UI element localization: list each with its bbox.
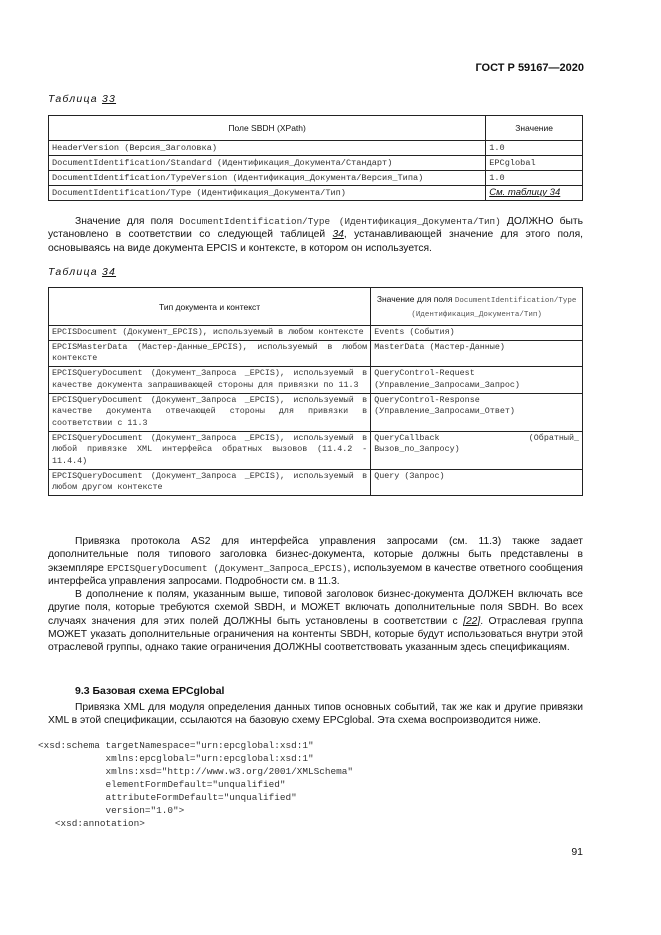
paragraph-text: Значение для поля [75, 216, 180, 227]
table-row [49, 171, 583, 186]
paragraph-text: . Отраслевая группа МОЖЕТ указать дополнительные ограничения на контенты SBDH, которые будут использоваться внутри этой отраслевой группы, однако такие ограничения ДОЛЖНЫ соответствовать указанным здесь спецификациям. [48, 615, 583, 654]
table-cell-value: Events (События) [371, 326, 583, 341]
page-number: 91 [571, 846, 583, 858]
paragraph-additional-fields [48, 588, 583, 654]
table-row [49, 156, 583, 171]
table-cell-context: EPCISQueryDocument (Документ_Запроса _EPCIS), используемый в качестве документа запрашивающей стороны для привязки по 11.3 [49, 367, 371, 393]
table-cell-value: QueryCallback (Обратный_ Вызов_по_Запросу) [371, 431, 583, 469]
table-caption-number: 34 [101, 266, 117, 278]
paragraph-text: В дополнение к полям, указанным выше, типовой заголовок бизнес-документа ДОЛЖЕН включать все другие поля, которые требуются схемой SBDH, и МОЖЕТ включать дополнительные поля SBDH. Во всех случаях значения для этих полей ДОЛЖНЫ быть установлены в соответствии с [48, 589, 583, 627]
table-cell-value: Query (Запрос) [371, 469, 583, 495]
paragraph-text: ДОЛЖНО быть установлено в соответствии со следующей таблицей [48, 216, 583, 241]
xml-code-block [38, 739, 353, 830]
section-heading: 9.3 Базовая схема EPCglobal [75, 685, 225, 697]
table-row [49, 340, 583, 366]
table-row [49, 367, 583, 393]
table-cell-field: HeaderVersion (Версия_Заголовка) [49, 141, 486, 156]
table-header-row [49, 116, 583, 141]
table-caption-number: 33 [101, 93, 117, 105]
table-cell-value: MasterData (Мастер-Данные) [371, 340, 583, 366]
column-header-type-value [371, 288, 583, 326]
code-line: attributeFormDefault="unqualified" [38, 792, 297, 803]
table-cell-context: EPCISQueryDocument (Документ_Запроса _EPCIS), используемый в любой привязке XML интерфейса обратных вызовов (11.4.2 - 11.4.4) [49, 431, 371, 469]
table-cell-context: EPCISMasterData (Мастер-Данные_EPCIS), используемый в любом контексте [49, 340, 371, 366]
table-cell-context: EPCISQueryDocument (Документ_Запроса _EPCIS), используемый в качестве документа отвечающей стороны для привязки в соответствии с 11.3 [49, 393, 371, 431]
table-34-link[interactable]: См. таблицу 34 [486, 186, 583, 201]
code-line: xmlns:epcglobal="urn:epcglobal:xsd:1" [38, 753, 314, 764]
table-reference-link[interactable]: 34 [332, 229, 344, 241]
paragraph-text: , используемом в качестве ответного сообщения интерфейса управления запросами. Подробности см. в 11.3. [48, 562, 583, 587]
paragraph-xml-binding [48, 701, 583, 728]
table-caption-prefix: Таблица [48, 266, 98, 278]
table-34-caption [48, 266, 116, 278]
table-34 [48, 287, 583, 496]
table-cell-value: 1.0 [486, 171, 583, 186]
bibliography-reference-link[interactable]: [22] [463, 615, 481, 627]
paragraph-text: Привязка XML для модуля определения данных типов основных событий, так же как и другие привязки XML в этой спецификации, ссылаются на базовую схему EPCglobal. Эта схема воспроизводится ниже. [48, 702, 583, 727]
column-header-value: Значение [486, 116, 583, 141]
inline-code: EPCISQueryDocument (Документ_Запроса_EPCIS) [107, 562, 348, 574]
inline-code: (Идентификация_Документа/Тип) [330, 216, 501, 227]
table-cell-context: EPCISQueryDocument (Документ_Запроса _EPCIS), используемый в любом другом контексте [49, 469, 371, 495]
table-cell-value: QueryControl-Response (Управление_Запросами_Ответ) [371, 393, 583, 431]
code-line: <xsd:schema targetNamespace="urn:epcglobal:xsd:1" [38, 740, 314, 751]
column-header-text: Значение для поля [376, 293, 455, 304]
code-line: <xsd:annotation> [38, 818, 145, 829]
column-header-doc-type: Тип документа и контекст [49, 288, 371, 326]
table-row [49, 431, 583, 469]
document-header: ГОСТ Р 59167—2020 [475, 62, 584, 74]
table-cell-field: DocumentIdentification/Standard (Идентификация_Документа/Стандарт) [49, 156, 486, 171]
paragraph-type-field [48, 215, 583, 255]
table-cell-field: DocumentIdentification/TypeVersion (Идентификация_Документа/Версия_Типа) [49, 171, 486, 186]
table-33 [48, 115, 583, 201]
table-row [49, 141, 583, 156]
table-cell-field: DocumentIdentification/Type (Идентификация_Документа/Тип) [49, 186, 486, 201]
table-cell-value: QueryControl-Request (Управление_Запросами_Запрос) [371, 367, 583, 393]
inline-code: DocumentIdentification/Type [179, 216, 331, 227]
column-header-code: DocumentIdentification/Type (Идентификация_Документа/Тип) [411, 296, 577, 319]
table-header-row [49, 288, 583, 326]
table-33-caption [48, 93, 116, 105]
code-line: version="1.0"> [38, 805, 185, 816]
code-line: elementFormDefault="unqualified" [38, 779, 286, 790]
paragraph-text: Привязка протокола AS2 для интерфейса управления запросами (см. 11.3) также задает дополнительные поля типового заголовка бизнес-документа, которые должны быть представлены в экземпляре [48, 536, 583, 574]
paragraph-text: , устанавливающей значение для этого поля, основываясь на виде документа EPCIS и контексте, в котором он используется. [48, 229, 584, 254]
table-row [49, 393, 583, 431]
paragraph-as2-binding [48, 535, 583, 588]
table-row [49, 326, 583, 341]
table-cell-value: EPCglobal [486, 156, 583, 171]
table-row [49, 186, 583, 201]
table-row [49, 469, 583, 495]
code-line: xmlns:xsd="http://www.w3.org/2001/XMLSchema" [38, 766, 354, 777]
table-caption-prefix: Таблица [48, 93, 98, 105]
table-cell-value: 1.0 [486, 141, 583, 156]
column-header-field: Поле SBDH (XPath) [49, 116, 486, 141]
table-cell-context: EPCISDocument (Документ_EPCIS), используемый в любом контексте [49, 326, 371, 341]
